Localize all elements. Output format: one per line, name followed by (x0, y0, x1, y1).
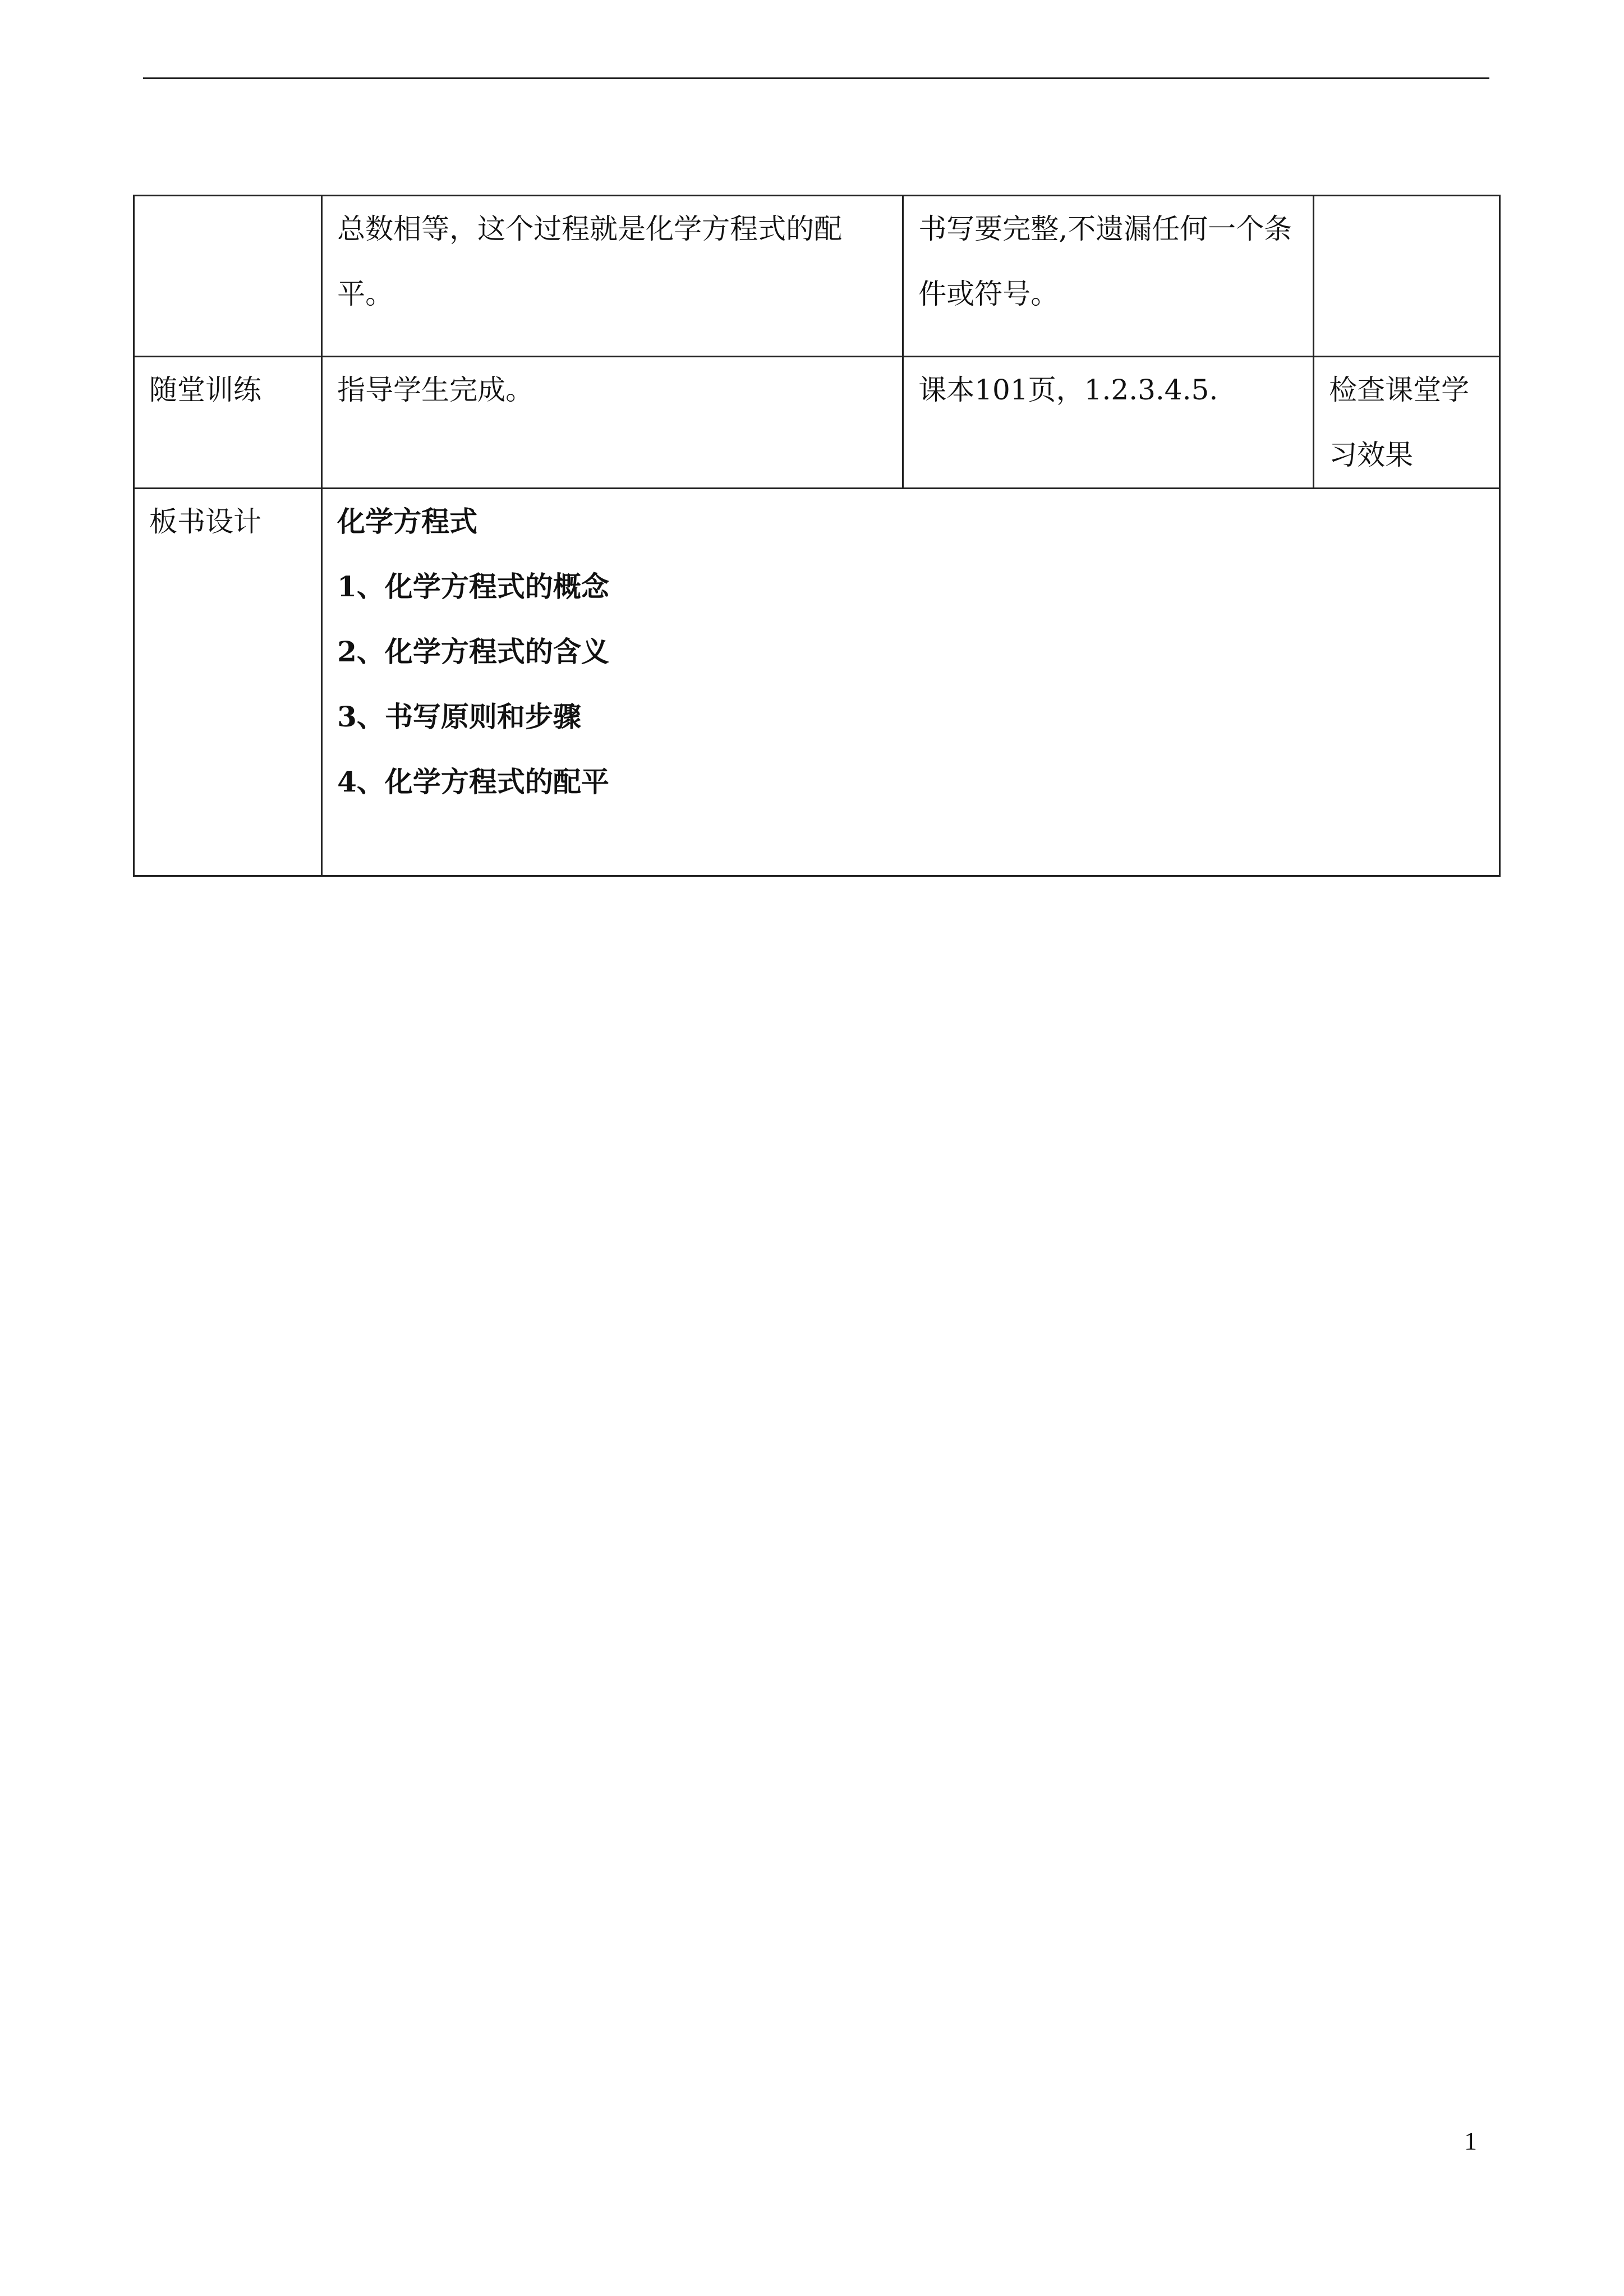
row2-student-activity-text: 课本101页，1.2.3.4.5. (918, 374, 1218, 406)
row1-intent-cell (1314, 196, 1500, 357)
row1-section-cell (134, 196, 322, 357)
row2-intent-text: 检查课堂学习效果 (1329, 374, 1470, 471)
row2-teacher-activity-text: 指导学生完成。 (337, 374, 534, 406)
row1-student-activity-text: 书写要完整,不遗漏任何一个条件或符号。 (918, 213, 1292, 310)
row1-student-activity-cell (903, 196, 1314, 357)
row3-section-cell (134, 489, 322, 876)
lesson-plan-table (133, 195, 1501, 877)
row2-teacher-activity-cell (322, 357, 903, 489)
board-item: 3、书写原则和步骤 (337, 700, 581, 733)
section-label-practice: 随堂训练 (149, 374, 261, 406)
table-row (134, 489, 1500, 876)
board-design-cell (322, 489, 1500, 876)
table-row (134, 196, 1500, 357)
table-row (134, 357, 1500, 489)
board-item: 2、化学方程式的含义 (337, 635, 609, 668)
board-item: 1、化学方程式的概念 (337, 570, 609, 603)
page-number: 1 (1464, 2127, 1477, 2155)
row1-teacher-activity-text: 总数相等，这个过程就是化学方程式的配平。 (337, 213, 843, 310)
header-rule (143, 77, 1489, 79)
board-title: 化学方程式 (337, 505, 478, 538)
row2-intent-cell (1314, 357, 1500, 489)
board-item: 4、化学方程式的配平 (337, 765, 609, 798)
row1-teacher-activity-cell (322, 196, 903, 357)
row2-student-activity-cell (903, 357, 1314, 489)
section-label-board-design: 板书设计 (149, 505, 261, 538)
row2-section-cell (134, 357, 322, 489)
